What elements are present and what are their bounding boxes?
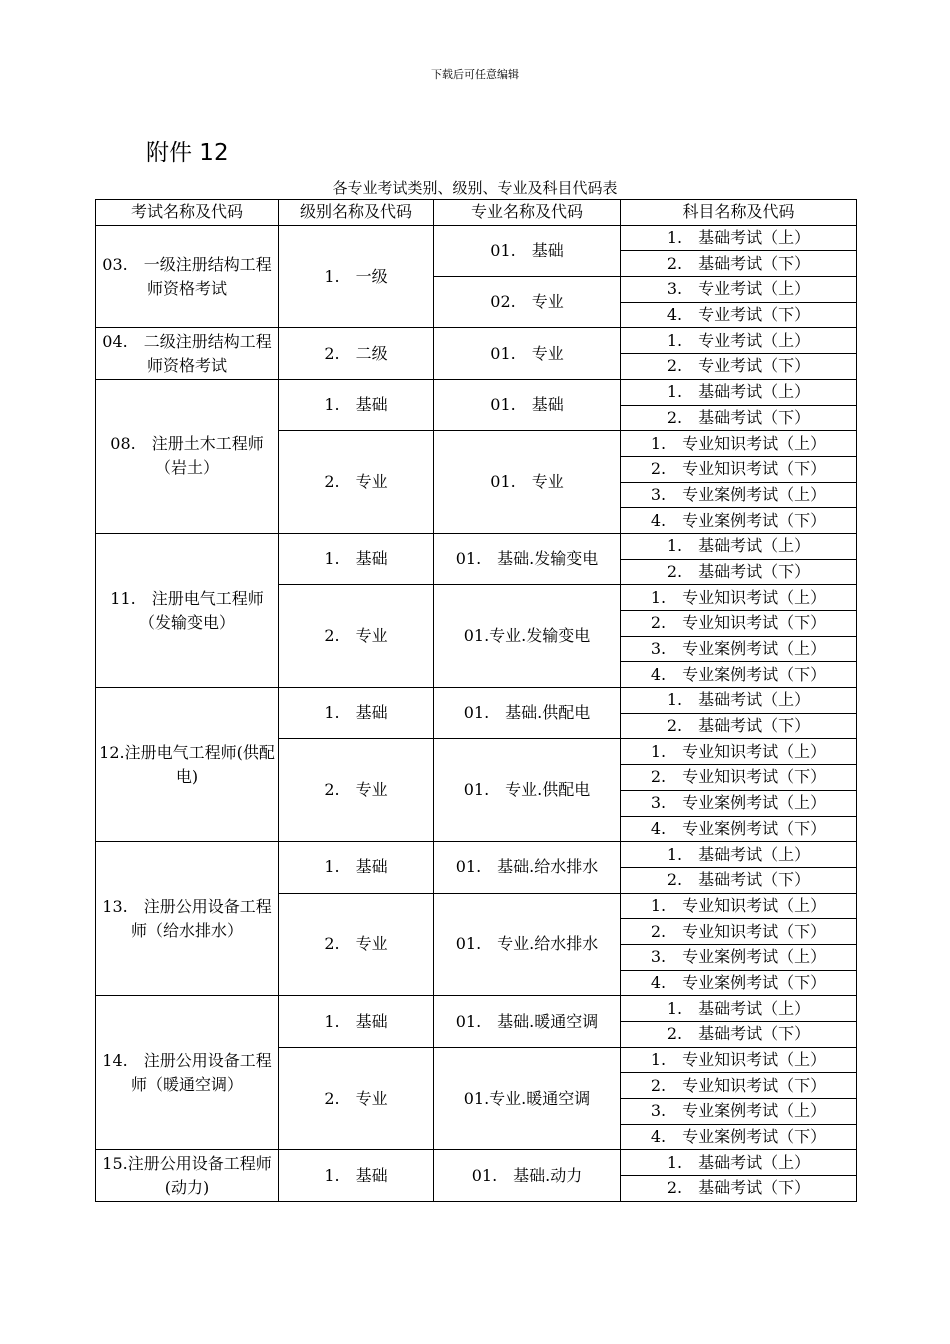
level-cell: 1. 基础 xyxy=(279,688,434,739)
subject-cell: 1. 基础考试（上） xyxy=(621,533,857,559)
table-row xyxy=(96,533,857,559)
subject-cell: 1. 基础考试（上） xyxy=(621,842,857,868)
level-cell: 2. 专业 xyxy=(279,893,434,996)
subject-cell: 2. 基础考试（下） xyxy=(621,405,857,431)
table-row xyxy=(96,1150,857,1176)
specialty-cell: 01. 基础.供配电 xyxy=(434,688,621,739)
level-cell: 1. 基础 xyxy=(279,842,434,893)
table-row xyxy=(96,688,857,714)
specialty-cell: 01. 基础.发输变电 xyxy=(434,533,621,584)
subject-cell: 4. 专业案例考试（下） xyxy=(621,662,857,688)
level-cell: 1. 一级 xyxy=(279,225,434,328)
column-header: 考试名称及代码 xyxy=(96,200,279,226)
subject-cell: 2. 专业知识考试（下） xyxy=(621,919,857,945)
specialty-cell: 01. 基础.给水排水 xyxy=(434,842,621,893)
exam-name-cell: 12.注册电气工程师(供配电) xyxy=(96,688,279,842)
subject-cell: 3. 专业案例考试（上） xyxy=(621,636,857,662)
subject-cell: 3. 专业案例考试（上） xyxy=(621,482,857,508)
subject-cell: 2. 专业知识考试（下） xyxy=(621,611,857,637)
attachment-title: 附件 12 xyxy=(146,140,229,166)
level-cell: 1. 基础 xyxy=(279,1150,434,1201)
subject-cell: 4. 专业案例考试（下） xyxy=(621,970,857,996)
table-row xyxy=(96,379,857,405)
level-cell: 1. 基础 xyxy=(279,996,434,1047)
exam-name-cell: 15.注册公用设备工程师(动力) xyxy=(96,1150,279,1201)
specialty-cell: 01. 基础 xyxy=(434,379,621,430)
subject-cell: 4. 专业案例考试（下） xyxy=(621,508,857,534)
subject-cell: 1. 基础考试（上） xyxy=(621,379,857,405)
level-cell: 2. 专业 xyxy=(279,431,434,534)
subject-cell: 2. 基础考试（下） xyxy=(621,713,857,739)
specialty-cell: 01. 专业 xyxy=(434,431,621,534)
subject-cell: 2. 基础考试（下） xyxy=(621,251,857,277)
exam-name-cell: 11. 注册电气工程师（发输变电） xyxy=(96,533,279,687)
subject-cell: 2. 专业考试（下） xyxy=(621,354,857,380)
level-cell: 2. 专业 xyxy=(279,585,434,688)
subject-cell: 4. 专业案例考试（下） xyxy=(621,1124,857,1150)
exam-name-cell: 14. 注册公用设备工程师（暖通空调） xyxy=(96,996,279,1150)
header-note: 下载后可任意编辑 xyxy=(431,68,519,81)
level-cell: 2. 二级 xyxy=(279,328,434,379)
table-row xyxy=(96,996,857,1022)
specialty-cell: 01.专业.发输变电 xyxy=(434,585,621,688)
subject-cell: 3. 专业案例考试（上） xyxy=(621,944,857,970)
subject-cell: 1. 基础考试（上） xyxy=(621,996,857,1022)
subject-cell: 1. 专业知识考试（上） xyxy=(621,431,857,457)
level-cell: 2. 专业 xyxy=(279,739,434,842)
column-header: 级别名称及代码 xyxy=(279,200,434,226)
level-cell: 1. 基础 xyxy=(279,379,434,430)
subject-cell: 2. 专业知识考试（下） xyxy=(621,456,857,482)
specialty-cell: 01. 基础 xyxy=(434,225,621,276)
specialty-cell: 01. 专业.给水排水 xyxy=(434,893,621,996)
table-row xyxy=(96,328,857,354)
column-header: 科目名称及代码 xyxy=(621,200,857,226)
exam-name-cell: 08. 注册土木工程师（岩土） xyxy=(96,379,279,533)
table-header-row xyxy=(96,200,857,226)
subject-cell: 1. 专业知识考试（上） xyxy=(621,739,857,765)
level-cell: 1. 基础 xyxy=(279,533,434,584)
subject-cell: 1. 专业考试（上） xyxy=(621,328,857,354)
table-title: 各专业考试类别、级别、专业及科目代码表 xyxy=(332,179,618,197)
subject-cell: 4. 专业案例考试（下） xyxy=(621,816,857,842)
subject-cell: 2. 专业知识考试（下） xyxy=(621,765,857,791)
specialty-cell: 01. 基础.动力 xyxy=(434,1150,621,1201)
exam-code-table xyxy=(95,199,857,1202)
subject-cell: 3. 专业案例考试（上） xyxy=(621,790,857,816)
subject-cell: 2. 专业知识考试（下） xyxy=(621,1073,857,1099)
subject-cell: 3. 专业案例考试（上） xyxy=(621,1099,857,1125)
subject-cell: 2. 基础考试（下） xyxy=(621,867,857,893)
table-body xyxy=(96,225,857,1201)
subject-cell: 1. 基础考试（上） xyxy=(621,225,857,251)
exam-name-cell: 03. 一级注册结构工程师资格考试 xyxy=(96,225,279,328)
subject-cell: 1. 专业知识考试（上） xyxy=(621,893,857,919)
table-row xyxy=(96,225,857,251)
specialty-cell: 01. 专业.供配电 xyxy=(434,739,621,842)
subject-cell: 1. 基础考试（上） xyxy=(621,1150,857,1176)
subject-cell: 1. 专业知识考试（上） xyxy=(621,585,857,611)
subject-cell: 1. 基础考试（上） xyxy=(621,688,857,714)
exam-name-cell: 13. 注册公用设备工程师（给水排水） xyxy=(96,842,279,996)
subject-cell: 1. 专业知识考试（上） xyxy=(621,1047,857,1073)
table-row xyxy=(96,842,857,868)
column-header: 专业名称及代码 xyxy=(434,200,621,226)
level-cell: 2. 专业 xyxy=(279,1047,434,1150)
subject-cell: 2. 基础考试（下） xyxy=(621,1022,857,1048)
subject-cell: 4. 专业考试（下） xyxy=(621,302,857,328)
subject-cell: 2. 基础考试（下） xyxy=(621,1176,857,1202)
exam-name-cell: 04. 二级注册结构工程师资格考试 xyxy=(96,328,279,379)
subject-cell: 3. 专业考试（上） xyxy=(621,277,857,303)
specialty-cell: 02. 专业 xyxy=(434,277,621,328)
subject-cell: 2. 基础考试（下） xyxy=(621,559,857,585)
specialty-cell: 01. 基础.暖通空调 xyxy=(434,996,621,1047)
specialty-cell: 01. 专业 xyxy=(434,328,621,379)
specialty-cell: 01.专业.暖通空调 xyxy=(434,1047,621,1150)
